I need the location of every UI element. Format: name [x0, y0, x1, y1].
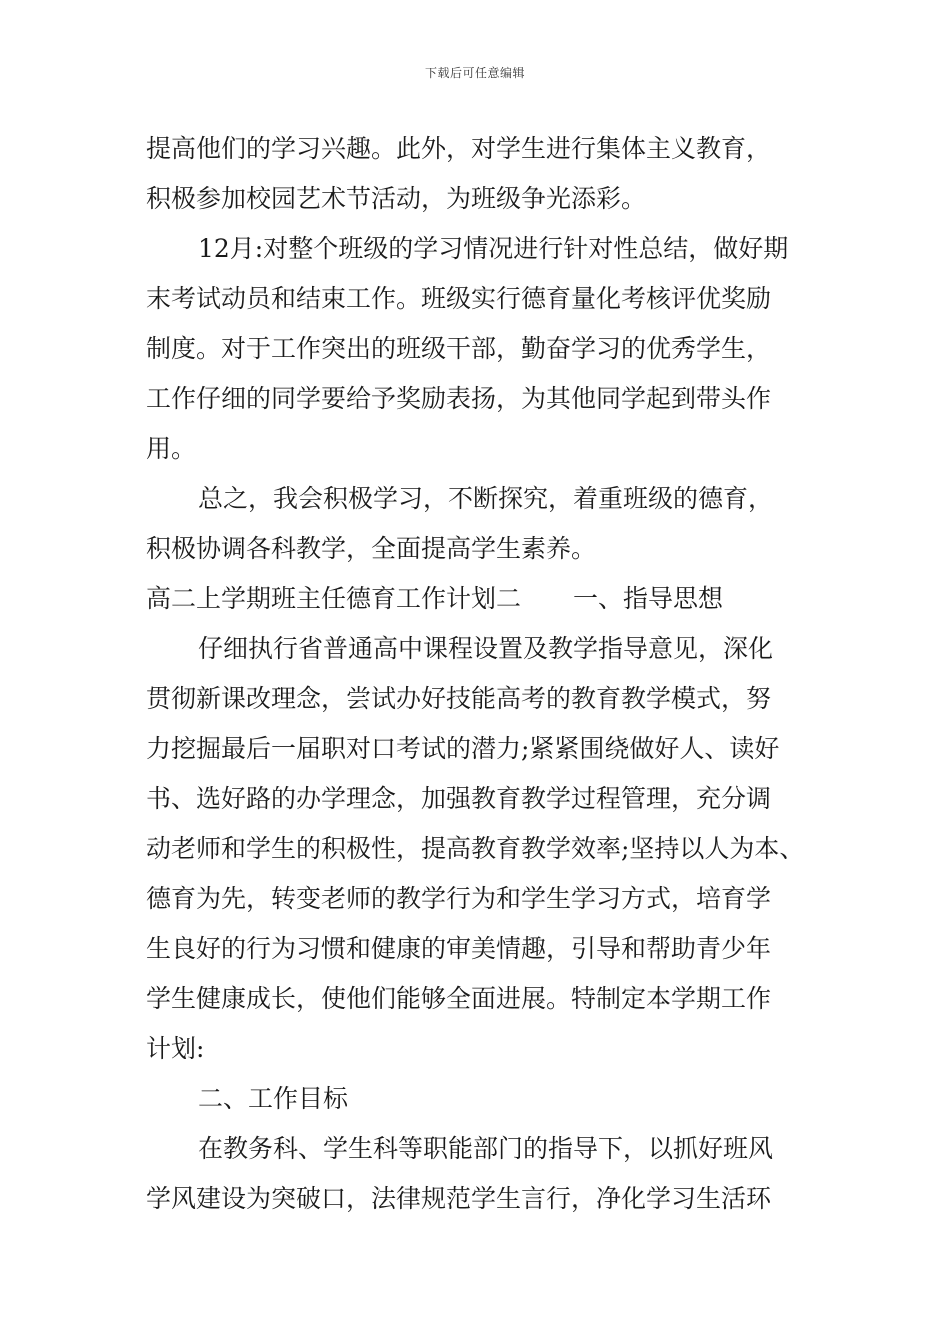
text-line: 在教务科、学生科等职能部门的指导下，以抓好班风 [198, 1134, 774, 1163]
text-line: 提高他们的学习兴趣。此外，对学生进行集体主义教育， [146, 134, 772, 163]
page-header: 下载后可任意编辑 [424, 66, 525, 80]
text-line: 仔细执行省普通高中课程设置及教学指导意见，深化 [198, 634, 774, 663]
section-heading: 一、指导思想 [573, 584, 724, 613]
text-line: 制度。对于工作突出的班级干部，勤奋学习的优秀学生， [146, 334, 772, 363]
text-line: 德育为先，转变老师的教学行为和学生学习方式，培育学 [146, 884, 772, 913]
section-heading: 二、工作目标 [198, 1084, 349, 1113]
text-line: 力挖掘最后一届职对口考试的潜力;紧紧围绕做好人、读好 [146, 734, 780, 763]
text-line: 总之，我会积极学习，不断探究，着重班级的德育， [198, 484, 774, 513]
text-line: 学风建设为突破口，法律规范学生言行，净化学习生活环 [146, 1184, 772, 1213]
text-line: 动老师和学生的积极性，提高教育教学效率;坚持以人为本、 [146, 834, 805, 863]
text-line: 工作仔细的同学要给予奖励表扬，为其他同学起到带头作 [146, 384, 772, 413]
text-line: 积极协调各科教学，全面提高学生素养。 [146, 534, 597, 563]
section-heading-line [146, 574, 814, 624]
text-line: 生良好的行为习惯和健康的审美情趣，引导和帮助青少年 [146, 934, 772, 963]
text-line: 12月:对整个班级的学习情况进行针对性总结，做好期 [198, 234, 789, 263]
text-line: 积极参加校园艺术节活动，为班级争光添彩。 [146, 184, 647, 213]
text-line: 计划: [146, 1034, 205, 1063]
document-body [146, 124, 814, 1224]
text-line: 用。 [146, 434, 197, 463]
plan-title: 高二上学期班主任德育工作计划二 [146, 584, 522, 613]
text-line: 书、选好路的办学理念，加强教育教学过程管理，充分调 [146, 784, 772, 813]
text-line: 末考试动员和结束工作。班级实行德育量化考核评优奖励 [146, 284, 772, 313]
text-line: 学生健康成长，使他们能够全面进展。特制定本学期工作 [146, 984, 772, 1013]
text-line: 贯彻新课改理念，尝试办好技能高考的教育教学模式，努 [146, 684, 772, 713]
